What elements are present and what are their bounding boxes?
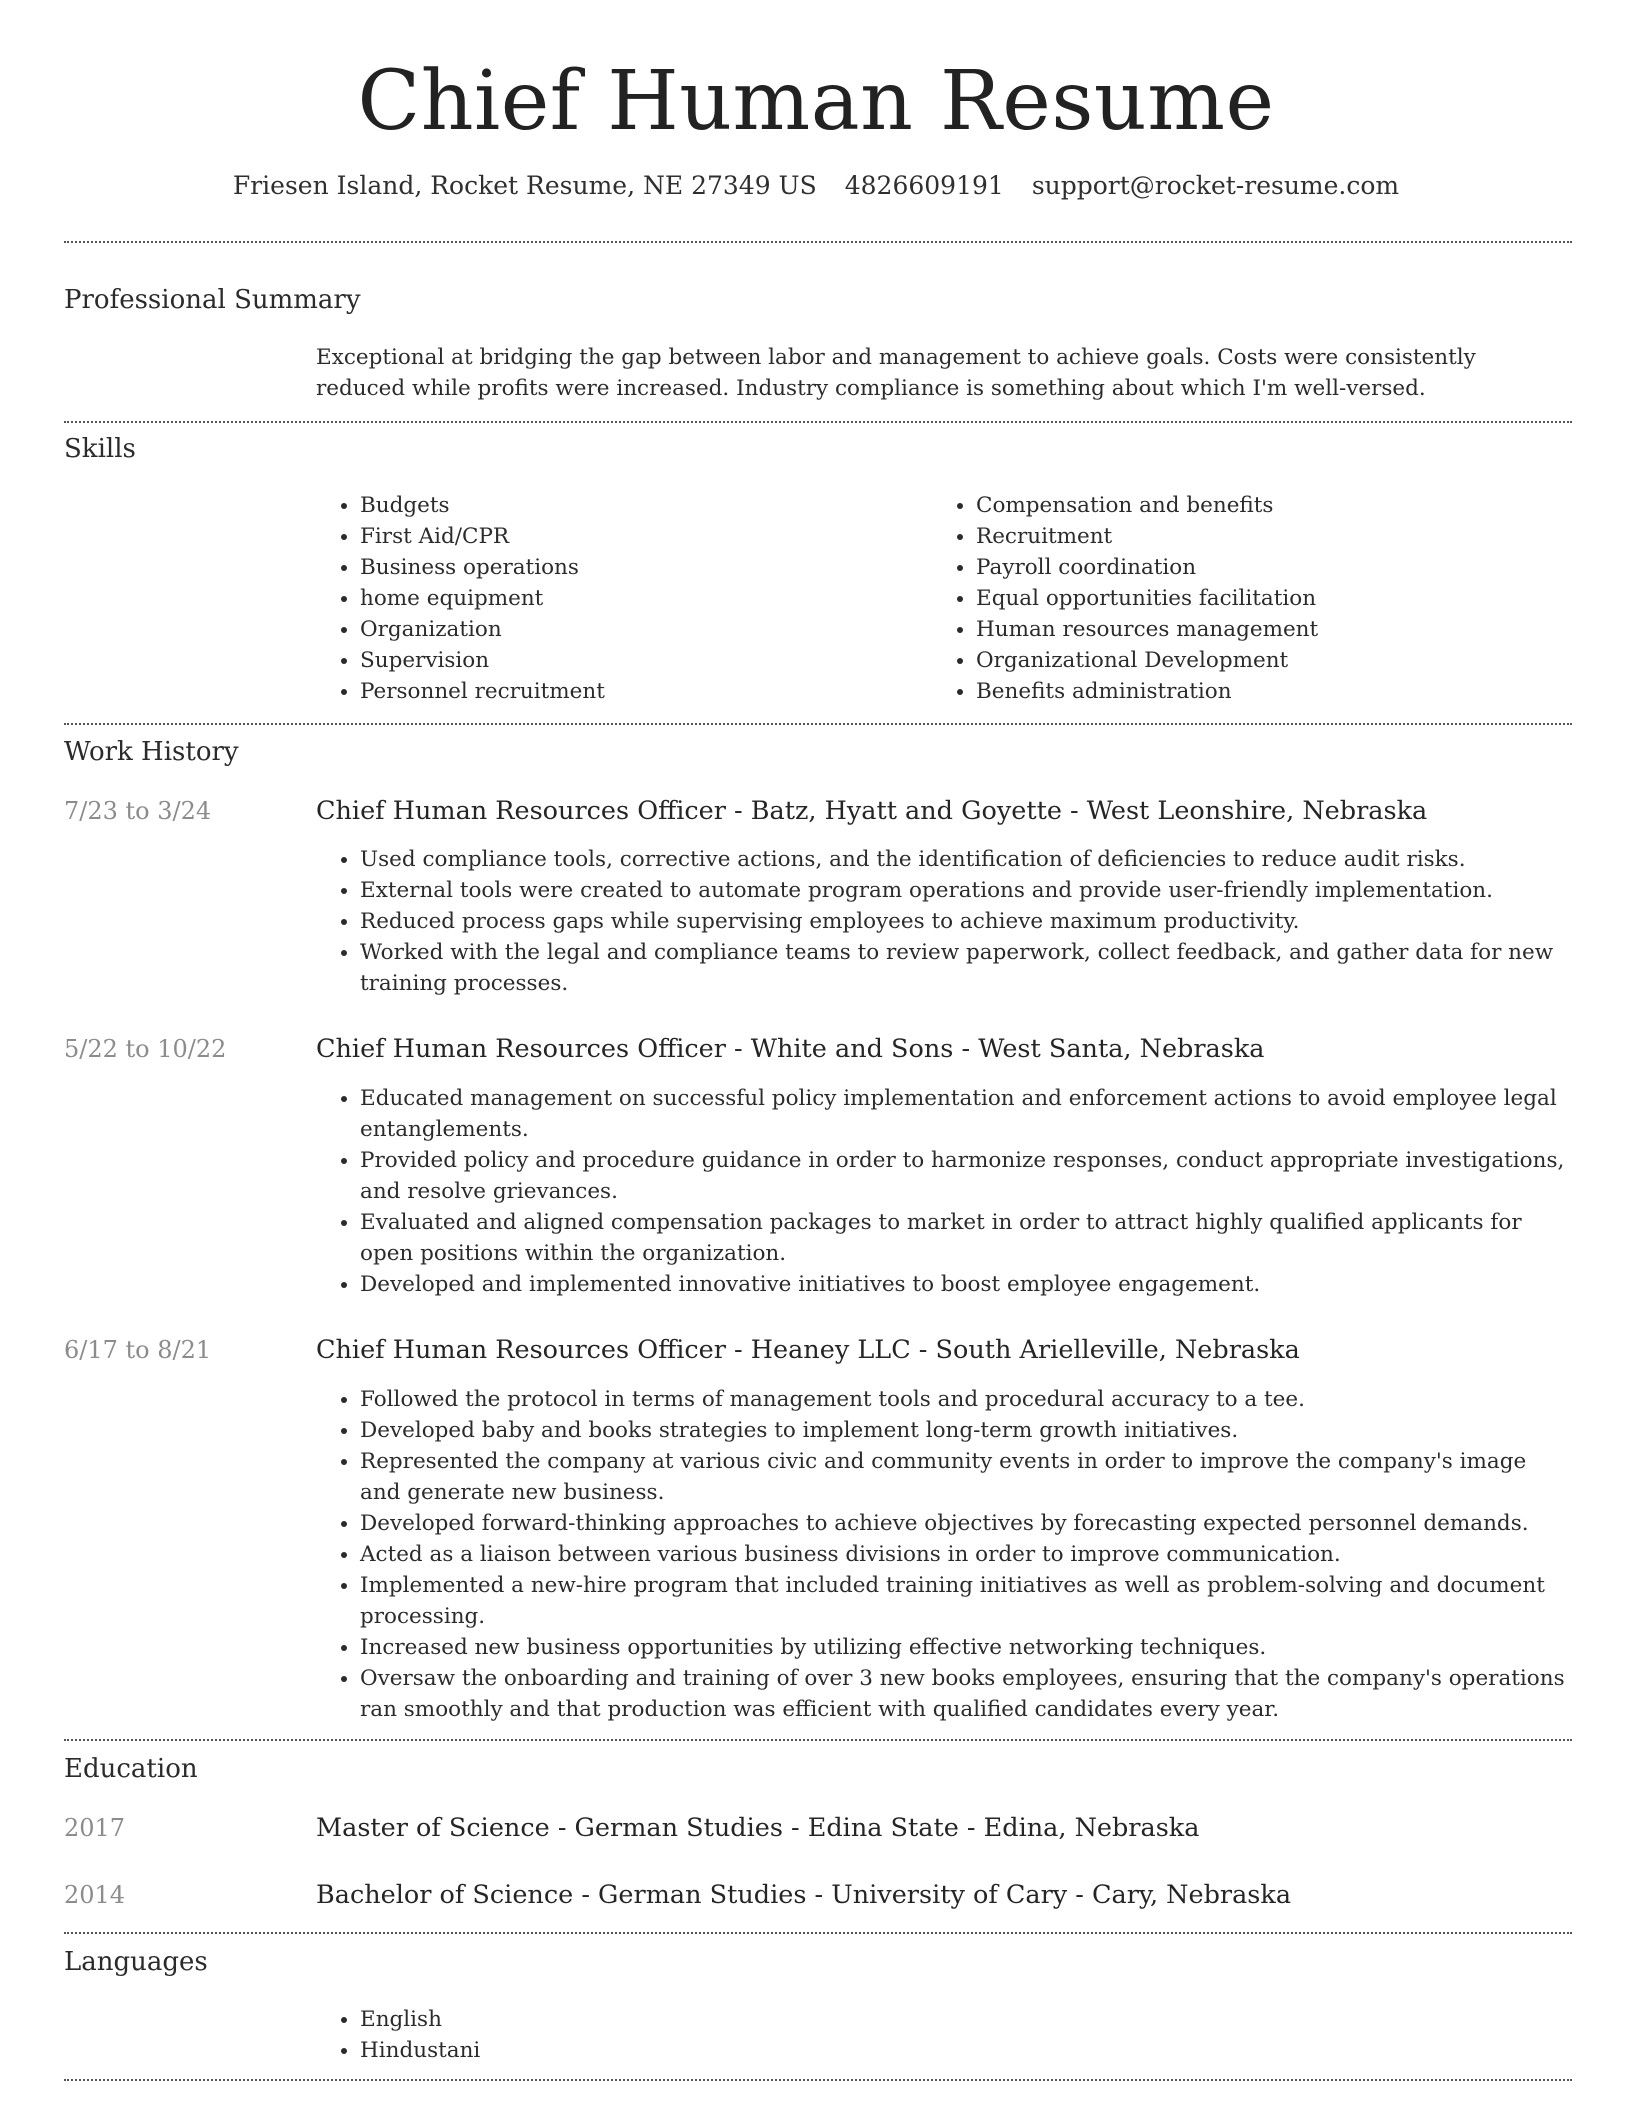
skill-item: • Organization: [360, 614, 916, 645]
skill-item: • Organizational Development: [976, 645, 1562, 676]
job-bullets: [316, 1384, 1568, 1725]
education-date: 2017: [64, 1814, 126, 1842]
skill-item: • Supervision: [360, 645, 916, 676]
job-bullet: • Used compliance tools, corrective actions, and the identification of deficiencies to reduce audit risks.: [360, 844, 1568, 875]
skills-column-left: [316, 490, 916, 707]
skills-heading: Skills: [64, 434, 136, 464]
job-bullet: • Followed the protocol in terms of management tools and procedural accuracy to a tee.: [360, 1384, 1568, 1415]
section-divider: [64, 241, 1572, 243]
work-history-heading: Work History: [64, 737, 239, 767]
skill-item: • Recruitment: [976, 521, 1562, 552]
language-item: • Hindustani: [360, 2035, 1568, 2066]
skill-item: • Human resources management: [976, 614, 1562, 645]
education-title: Master of Science - German Studies - Edina State - Edina, Nebraska: [316, 1813, 1200, 1843]
job-date: 6/17 to 8/21: [64, 1336, 212, 1364]
job-bullet: • Developed and implemented innovative initiatives to boost employee engagement.: [360, 1269, 1568, 1300]
contact-line: [64, 168, 1568, 204]
section-divider: [64, 723, 1572, 725]
languages-heading: Languages: [64, 1947, 208, 1977]
job-bullet: • Educated management on successful policy implementation and enforcement actions to avoid employee legal entanglements.: [360, 1083, 1568, 1145]
job-date: 5/22 to 10/22: [64, 1035, 227, 1063]
skills-column-right: [932, 490, 1562, 707]
job-bullet: • Oversaw the onboarding and training of over 3 new books employees, ensuring that the company's operations ran smoothly and that production was efficient with qualified candidates every year.: [360, 1663, 1568, 1725]
job-bullet: • Increased new business opportunities by utilizing effective networking techniques.: [360, 1632, 1568, 1663]
summary-heading: Professional Summary: [64, 285, 361, 315]
job-bullet: • Provided policy and procedure guidance in order to harmonize responses, conduct appropriate investigations, and resolve grievances.: [360, 1145, 1568, 1207]
skill-item: • Business operations: [360, 552, 916, 583]
job-title: Chief Human Resources Officer - White and Sons - West Santa, Nebraska: [316, 1034, 1265, 1064]
languages-list: [316, 2004, 1568, 2066]
job-bullet: • Implemented a new-hire program that included training initiatives as well as problem-solving and document processing.: [360, 1570, 1568, 1632]
education-heading: Education: [64, 1754, 198, 1784]
section-divider: [64, 1932, 1572, 1934]
skill-item: • Budgets: [360, 490, 916, 521]
skill-item: • Equal opportunities facilitation: [976, 583, 1562, 614]
job-bullet: • Worked with the legal and compliance teams to review paperwork, collect feedback, and gather data for new training processes.: [360, 937, 1568, 999]
job-bullet: • Developed forward-thinking approaches to achieve objectives by forecasting expected personnel demands.: [360, 1508, 1568, 1539]
job-bullet: • Acted as a liaison between various business divisions in order to improve communication.: [360, 1539, 1568, 1570]
education-title: Bachelor of Science - German Studies - University of Cary - Cary, Nebraska: [316, 1880, 1292, 1910]
section-divider: [64, 421, 1572, 423]
resume-name: Chief Human Resume: [357, 54, 1275, 149]
skill-item: • Compensation and benefits: [976, 490, 1562, 521]
contact-email[interactable]: support@rocket-resume.com: [1031, 171, 1400, 200]
skill-item: • First Aid/CPR: [360, 521, 916, 552]
education-date: 2014: [64, 1881, 126, 1909]
skill-item: • Benefits administration: [976, 676, 1562, 707]
job-bullet: • Developed baby and books strategies to implement long-term growth initiatives.: [360, 1415, 1568, 1446]
job-bullet: • Evaluated and aligned compensation packages to market in order to attract highly qualified applicants for open positions within the organization.: [360, 1207, 1568, 1269]
job-date: 7/23 to 3/24: [64, 797, 212, 825]
job-bullet: • Represented the company at various civic and community events in order to improve the company's image and generate new business.: [360, 1446, 1568, 1508]
contact-address: Friesen Island, Rocket Resume, NE 27349 US: [232, 171, 817, 200]
job-bullet: • Reduced process gaps while supervising employees to achieve maximum productivity.: [360, 906, 1568, 937]
section-divider: [64, 2079, 1572, 2081]
skill-item: • Personnel recruitment: [360, 676, 916, 707]
skill-item: • home equipment: [360, 583, 916, 614]
job-bullet: • External tools were created to automate program operations and provide user-friendly implementation.: [360, 875, 1568, 906]
job-bullets: [316, 844, 1568, 999]
job-title: Chief Human Resources Officer - Heaney LLC - South Arielleville, Nebraska: [316, 1335, 1300, 1365]
language-item: • English: [360, 2004, 1568, 2035]
section-divider: [64, 1739, 1572, 1741]
job-title: Chief Human Resources Officer - Batz, Hyatt and Goyette - West Leonshire, Nebraska: [316, 796, 1428, 826]
job-bullets: [316, 1083, 1568, 1300]
contact-phone: 4826609191: [844, 171, 1004, 200]
skill-item: • Payroll coordination: [976, 552, 1562, 583]
summary-text: Exceptional at bridging the gap between labor and management to achieve goals. Costs were consistently reduced while profits were increased. Industry compliance is something about which I'm well-versed.: [316, 345, 1476, 401]
